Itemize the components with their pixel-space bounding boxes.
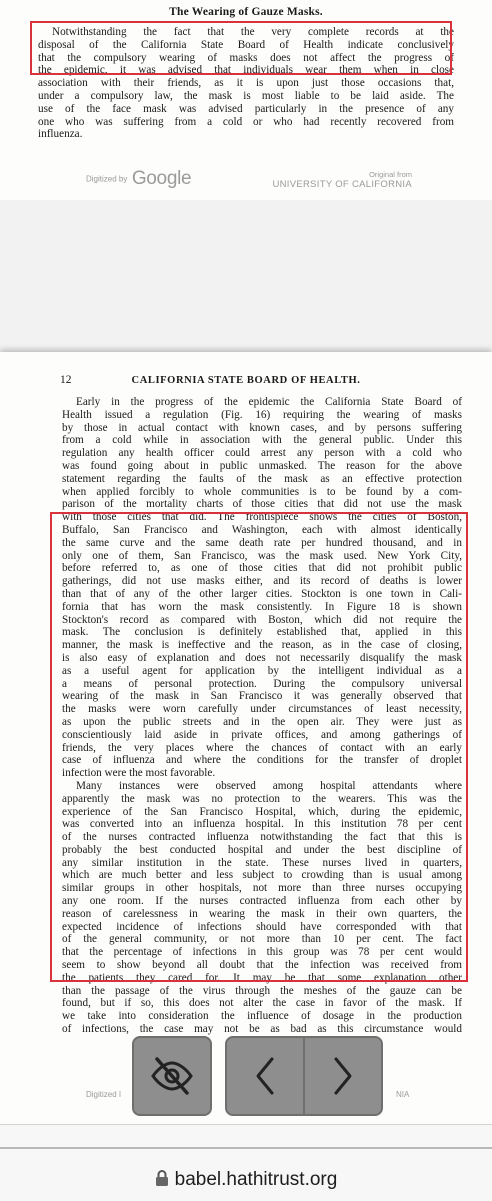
scan-page-2 <box>0 352 492 1124</box>
text-line: of the general community, or not more than 10 per cent. The fact <box>62 933 462 946</box>
text-line: found, but if so, this does not alter the case in favor of the mask. If <box>62 997 462 1010</box>
text-line: one who was suffering from a cold or who had recently recovered from <box>38 115 454 128</box>
text-line: Early in the progress of the epidemic the California State Board of <box>76 396 462 408</box>
text-line: than the passage of the virus through the meshes of the gauze can be <box>62 984 462 997</box>
eye-slash-icon <box>149 1057 195 1095</box>
text-line: when applied forcibly to whole communities is to be found by a com- <box>62 485 462 498</box>
original-from <box>270 170 412 190</box>
text-line: mask. The conclusion is definitely established that, applied in this <box>62 626 462 639</box>
text-line: any similar institution in the state. These nurses lived in quarters, <box>62 856 462 869</box>
text-line: parison of the mortality charts of those cities that did not use the mask <box>62 498 462 511</box>
text-line: the masks were worn carefully under circumstances of least necessity, <box>62 703 462 716</box>
text-line: any one room. If the nurses contracted influenza from each other by <box>62 895 462 908</box>
text-line: by those in actual contact with known cases, and by persons suffering <box>62 421 462 434</box>
text-line: as a useful agent for application by the intelligent individual as a <box>62 664 462 677</box>
text-line: that the percentage of infections in this group was 78 per cent would <box>62 946 462 959</box>
text-line: the patients they cared for. It may be that some explanation other <box>62 971 462 984</box>
page1-body-text <box>38 26 454 141</box>
text-line: association with their friends, as it is upon just those occasions that, <box>38 77 454 90</box>
text-line: the same curve and the same death rate per hundred thousand, and in <box>62 536 462 549</box>
text-line: case of influenza and where the conditions for the transfer of droplet <box>62 754 462 767</box>
text-line: Many instances were observed among hospital attendants where <box>76 779 462 792</box>
browser-address-bar[interactable] <box>0 1124 492 1201</box>
chevron-right-icon <box>328 1055 358 1097</box>
scan-page-1 <box>0 0 492 200</box>
chevron-left-icon <box>250 1055 280 1097</box>
text-line: Notwithstanding the fact that the very complete records at the <box>52 26 454 38</box>
text-line: only one of them, San Francisco, was the mask used. New York City, <box>62 549 462 562</box>
original-from-label: Original from <box>369 170 412 179</box>
text-line: the epidemic, it was advised that individuals wear them when in close <box>38 64 454 77</box>
digitized-by-google <box>86 168 191 190</box>
toolbar-divider <box>0 1147 492 1149</box>
text-line: regulation any health officer could arrest any person with a cold who <box>62 447 462 460</box>
text-line: apparently the mask was no protection to the wearers. This was the <box>62 792 462 805</box>
next-button[interactable] <box>304 1036 383 1116</box>
text-line: a means of personal protection. During the compulsory universal <box>62 677 462 690</box>
text-line: than that of any of the other larger cities. Stockton is one town in Cali- <box>62 587 462 600</box>
text-line: statement regarding the faults of the mask as an effective protection <box>62 472 462 485</box>
text-line: that the compulsory wearing of masks does not affect the progress of <box>38 51 454 64</box>
text-line: we take into consideration the influence of dosage in the production <box>62 1010 462 1023</box>
text-line: conscientiously laid aside in private offices, and among gatherings of <box>62 728 462 741</box>
previous-button[interactable] <box>225 1036 304 1116</box>
text-line: manner, the mask is ineffective and the reason, as in the case of closing, <box>62 639 462 652</box>
digitized-label: Digitized by <box>86 174 128 184</box>
text-line: friends, the very places where the chances of contact with an early <box>62 741 462 754</box>
url-display[interactable] <box>0 1169 492 1191</box>
text-line: similar groups in other hospitals, not more than three nurses occupying <box>62 882 462 895</box>
text-line: influenza. <box>38 128 83 141</box>
text-line: Stockton's record as compared with Boston, which did not require the <box>62 613 462 626</box>
text-line: under a compulsory law, the mask is most liable to be laid aside. The <box>38 89 454 102</box>
text-line: infection were the most favorable. <box>62 767 216 780</box>
university-label: UNIVERSITY OF CALIFORNIA <box>272 179 412 190</box>
url-text: babel.hathitrust.org <box>174 1169 338 1190</box>
footer-peek-left: Digitized I <box>86 1090 122 1099</box>
page2-body-text <box>62 396 462 1036</box>
page-number: 12 <box>60 374 72 386</box>
lock-icon <box>155 1169 169 1187</box>
text-line: with those cities that did. The frontispiece shows the cities of Boston, <box>62 511 462 524</box>
text-line: reason of carelessness in wearing the mask in their own quarters, the <box>62 907 462 920</box>
text-line: wearing of the mask in San Francisco it was generally observed that <box>62 690 462 703</box>
hide-highlights-button[interactable] <box>132 1036 212 1116</box>
page-title: The Wearing of Gauze Masks. <box>169 6 323 18</box>
text-line: probably the best conducted hospital and under the best discipline of <box>62 843 462 856</box>
text-line: experience of the San Francisco Hospital, which, during the epidemic, <box>62 805 462 818</box>
text-line: Buffalo, San Francisco and Washington, each with almost identically <box>62 523 462 536</box>
text-line: seem to show beyond all doubt that the infection was received from <box>62 959 462 972</box>
text-line: disposal of the California State Board of Health indicate conclusively <box>38 38 454 51</box>
text-line: use of the face mask was advised particularly in the presence of any <box>38 102 454 115</box>
running-head: CALIFORNIA STATE BOARD OF HEALTH. <box>131 375 361 386</box>
text-line: is also easy of explanation and does not necessarily disqualify the mask <box>62 651 462 664</box>
text-line: of the nurses contracted influenza notwithstanding the fact that this is <box>62 831 462 844</box>
footer-peek-right: NIA <box>396 1090 410 1099</box>
text-line: which are much better and less subject to crowding than is usual among <box>62 869 462 882</box>
text-line: as upon the public streets and in the open air. They were just as <box>62 715 462 728</box>
text-line: gatherings, did not use masks either, and its record of deaths is lower <box>62 575 462 588</box>
text-line: was converted into an influenza hospital. In this institution 78 per cent <box>62 818 462 831</box>
google-logo: Google <box>131 168 192 189</box>
text-line: expected incidence of infections should have corresponded with that <box>62 920 462 933</box>
text-line: was found going about in public unmasked. The reason for the above <box>62 459 462 472</box>
text-line: from a cold while in association with the general public. Under this <box>62 434 462 447</box>
text-line: of infections, the case may not be as bad as this circumstance would <box>62 1023 462 1036</box>
text-line: before referred to, as one of those cities that did not prohibit public <box>62 562 462 575</box>
page-gap <box>0 200 492 352</box>
text-line: Health issued a regulation (Fig. 16) requiring the wearing of masks <box>62 408 462 421</box>
text-line: fornia that has worn the mask consistently. In Figure 18 is shown <box>62 600 462 613</box>
